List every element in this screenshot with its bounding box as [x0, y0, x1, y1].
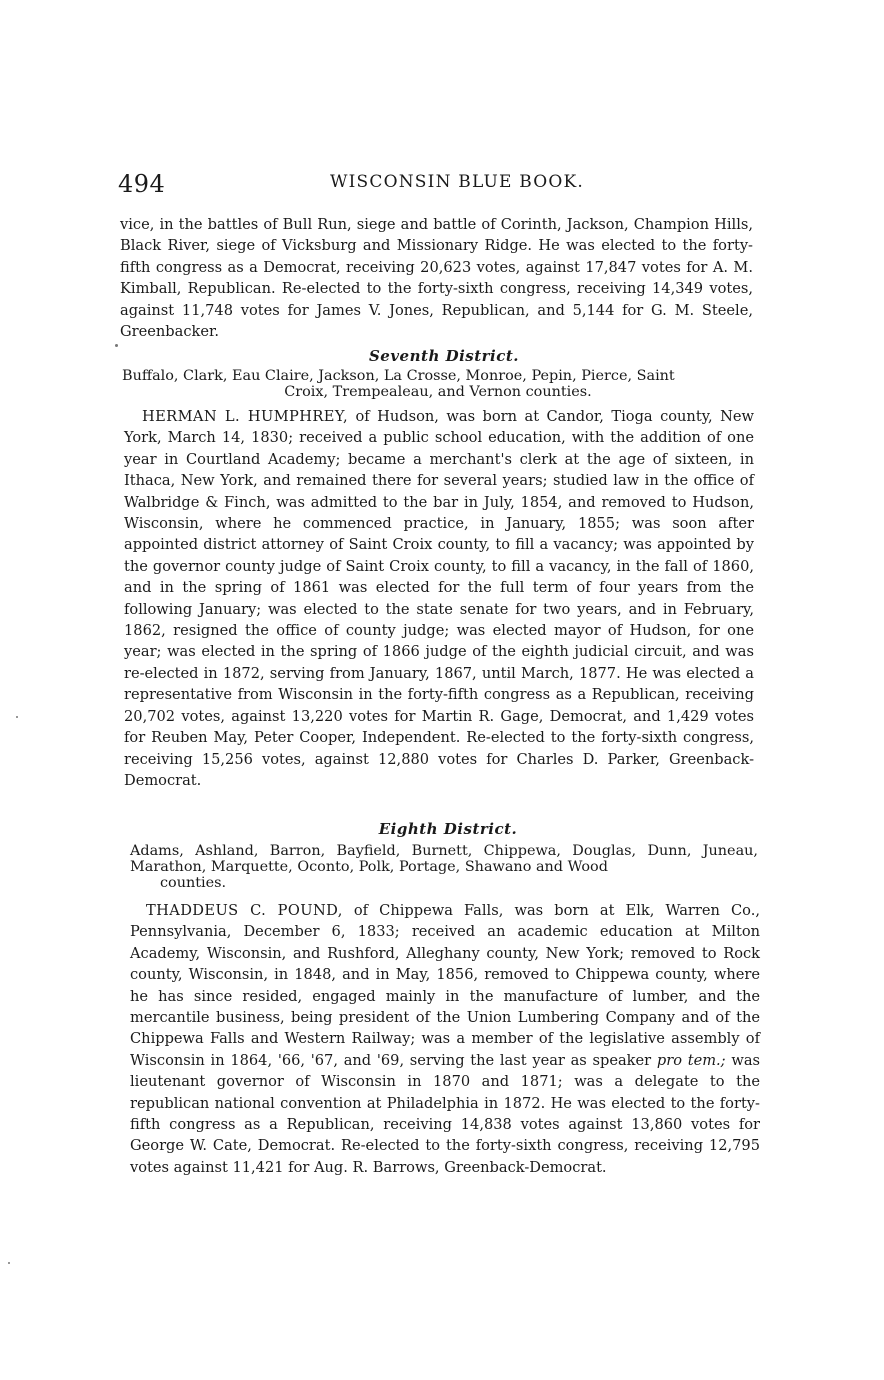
ink-speck — [115, 344, 118, 347]
seventh-district-counties — [122, 368, 754, 400]
pound-biography — [130, 900, 760, 1178]
pound-bio-italic: pro tem.; — [656, 1051, 726, 1069]
seventh-district-heading: Seventh District. — [368, 347, 520, 365]
pound-name: THADDEUS C. POUND, — [146, 902, 343, 919]
humphrey-name: HERMAN L. HUMPHREY, — [142, 408, 349, 425]
running-title: WISCONSIN BLUE BOOK. — [329, 172, 585, 192]
seventh-counties-line2: Croix, Trempealeau, and Vernon counties. — [284, 384, 592, 400]
seventh-counties-line1: Buffalo, Clark, Eau Claire, Jackson, La Crosse, Monroe, Pepin, Pierce, Saint — [122, 368, 675, 384]
pound-bio-text-b: was lieutenant governor of Wisconsin in 1870 and 1871; was a delegate to the republican national convention at Philadelphia in 1872. He was elected to the forty-fifth congress as a Republican, receiving 14,838 votes against 13,860 votes for George W. Cate, Democrat. Re-elected to the forty-sixth congress, receiving 12,795 votes against 11,421 for Aug. R. Barrows, Greenback-Democrat. — [130, 1051, 761, 1176]
eighth-counties-line2: counties. — [160, 875, 227, 891]
humphrey-biography — [124, 406, 754, 791]
humphrey-bio-text: of Hudson, was born at Candor, Tioga county, New York, March 14, 1830; received a public school education, with the addition of one year in Courtland Academy; became a merchant's clerk at the age of sixteen, in Ithaca, New York, and remained there for several years; studied law in the office of Walbridge & Finch, was admitted to the bar in July, 1854, and removed to Hudson, Wisconsin, where he commenced practice, in January, 1855; was soon after appointed district attorney of Saint Croix county, to fill a vacancy; was appointed by the governor county judge of Saint Croix county, to fill a vacancy, in the fall of 1860, and in the spring of 1861 was elected for the full term of four years from the following January; was elected to the state senate for two years, and in February, 1862, resigned the office of county judge; was elected mayor of Hudson, for one year; was elected in the spring of 1866 judge of the eighth judicial circuit, and was re-elected in 1872, serving from January, 1867, until March, 1877. He was elected a representative from Wisconsin in the forty-fifth congress as a Republican, receiving 20,702 votes, against 13,220 votes for Martin R. Gage, Democrat, and 1,429 votes for Reuben May, Peter Cooper, Independent. Re-elected to the forty-sixth congress, receiving 15,256 votes, against 12,880 votes for Charles D. Parker, Greenback-Democrat. — [124, 408, 755, 789]
page-number: 494 — [118, 170, 166, 198]
ink-speck — [16, 716, 18, 718]
eighth-district-counties — [130, 843, 758, 891]
eighth-district-heading: Eighth District. — [378, 820, 518, 838]
pound-bio-text-a: of Chippewa Falls, was born at Elk, Warren Co., Pennsylvania, December 6, 1833; received an academic education at Milton Academy, Wisconsin, and Rushford, Alleghany county, New York; removed to Rock county, Wisconsin, in 1848, and in May, 1856, removed to Chippewa county, where he has since resided, engaged mainly in the manufacture of lumber, and the mercantile business, being president of the Union Lumbering Company and of the Chippewa Falls and Western Railway; was a member of the legislative assembly of Wisconsin in 1864, '66, '67, and '69, serving the last year as speaker — [130, 902, 760, 1069]
continuation-paragraph: vice, in the battles of Bull Run, siege and battle of Corinth, Jackson, Champion Hills, Black River, siege of Vicksburg and Missionary Ridge. He was elected to the forty-fifth congress as a Democrat, receiving 20,623 votes, against 17,847 votes for A. M. Kimball, Republican. Re-elected to the forty-sixth congress, receiving 14,349 votes, against 11,748 votes for James V. Jones, Republican, and 5,144 for G. M. Steele, Greenbacker. — [120, 216, 753, 341]
ink-speck — [8, 1262, 10, 1264]
eighth-counties-line1: Adams, Ashland, Barron, Bayfield, Burnett, Chippewa, Douglas, Dunn, Juneau, Marathon, Marquette, Oconto, Polk, Portage, Shawano and Wood — [130, 843, 758, 875]
